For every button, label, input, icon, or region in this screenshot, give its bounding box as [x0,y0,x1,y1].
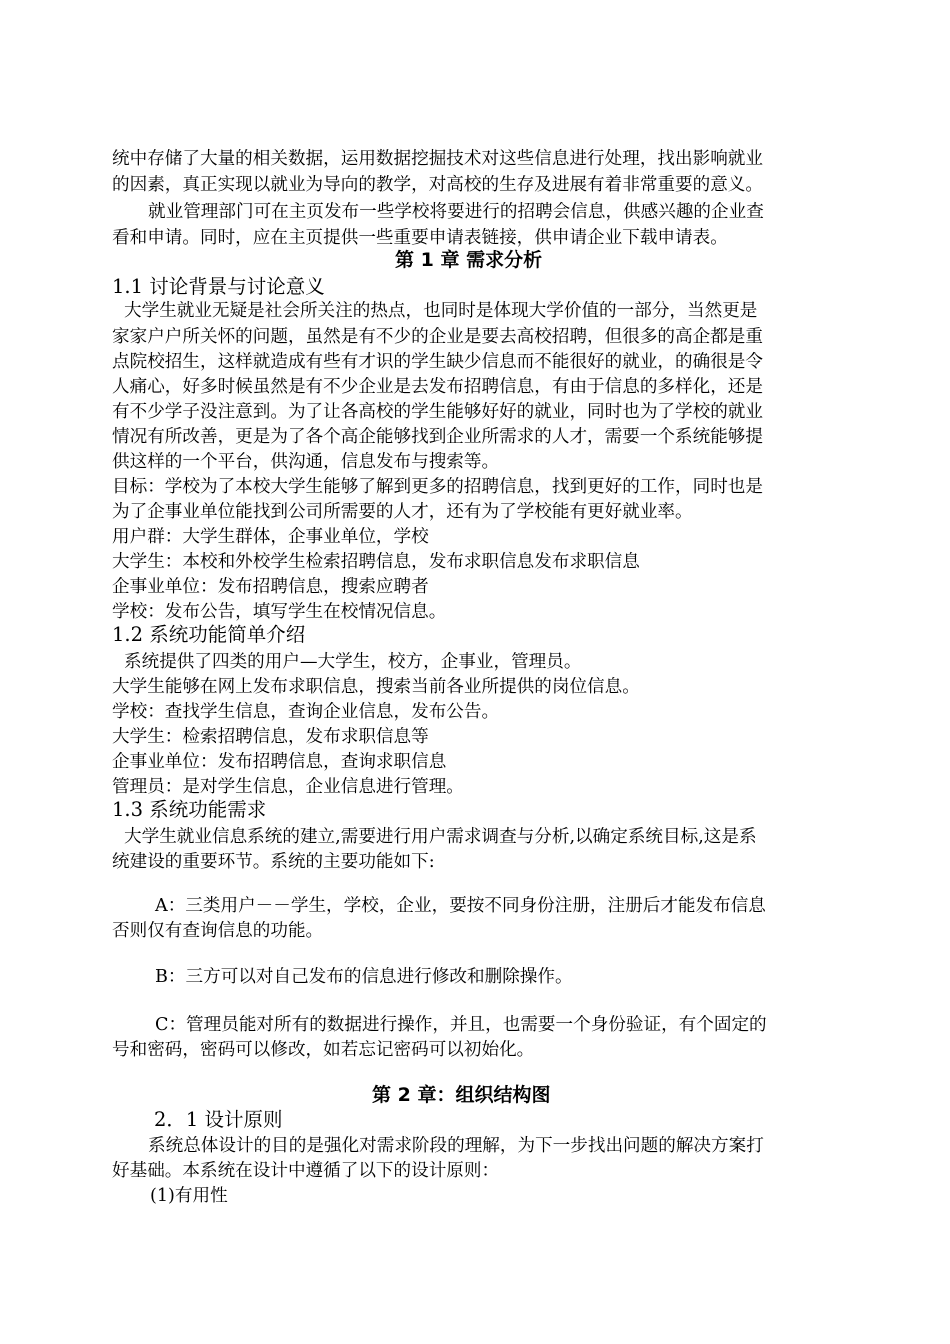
paragraph-line: 为了企事业单位能找到公司所需要的人才，还有为了学校能有更好就业率。 [112,502,693,522]
section-heading: 1.1 讨论背景与讨论意义 [112,275,325,298]
paragraph-line: 大学生：本校和外校学生检索招聘信息，发布求职信息发布求职信息 [112,552,640,572]
paragraph-line: 企事业单位：发布招聘信息，查询求职信息 [112,752,447,772]
section-heading: 1.3 系统功能需求 [112,798,267,821]
paragraph-line: 点院校招生，这样就造成有些有才识的学生缺少信息而不能很好的就业，的确很是令 [112,352,763,372]
paragraph-line: 人痛心，好多时候虽然是有不少企业是去发布招聘信息，有由于信息的多样化，还是 [112,377,763,397]
paragraph-line: 好基础。本系统在设计中遵循了以下的设计原则： [112,1161,500,1181]
chapter1-title: 第 1 章 需求分析 [395,249,543,271]
paragraph-line: 大学生能够在网上发布求职信息，搜索当前各业所提供的岗位信息。 [112,677,640,697]
paragraph-line: 学校：发布公告，填写学生在校情况信息。 [112,602,447,622]
paragraph-line: 统建设的重要环节。系统的主要功能如下: [112,852,435,872]
paragraph-line: 大学生：检索招聘信息，发布求职信息等 [112,727,429,747]
paragraph-line: A：三类用户－－学生，学校，企业，要按不同身份注册，注册后才能发布信息 [155,896,766,916]
paragraph-line: 否则仅有查询信息的功能。 [112,921,324,941]
section-heading: 1.2 系统功能简单介绍 [112,623,306,646]
paragraph-line: 家家户户所关怀的问题，虽然是有不少的企业是要去高校招聘，但很多的高企都是重 [112,327,763,347]
list-item: (1)有用性 [150,1186,228,1206]
paragraph-line: 系统总体设计的目的是强化对需求阶段的理解，为下一步找出问题的解决方案打 [148,1136,764,1156]
paragraph-line: 大学生就业无疑是社会所关注的热点，也同时是体现大学价值的一部分，当然更是 [124,301,758,321]
paragraph-line: B：三方可以对自己发布的信息进行修改和删除操作。 [155,967,573,987]
intro-line: 看和申请。同时，应在主页提供一些重要申请表链接，供申请企业下载申请表。 [112,228,728,248]
paragraph-line: 有不少学子没注意到。为了让各高校的学生能够好好的就业，同时也为了学校的就业 [112,402,763,422]
intro-line: 的因素，真正实现以就业为导向的教学，对高校的生存及进展有着非常重要的意义。 [112,175,763,195]
paragraph-line: 系统提供了四类的用户—大学生，校方，企事业，管理员。 [124,652,582,672]
paragraph-line: 供这样的一个平台，供沟通，信息发布与搜索等。 [112,452,500,472]
intro-line: 统中存储了大量的相关数据，运用数据挖掘技术对这些信息进行处理，找出影响就业 [112,149,763,169]
chapter2-title: 第 2 章：组织结构图 [372,1084,551,1106]
paragraph-line: 管理员：是对学生信息，企业信息进行管理。 [112,777,464,797]
paragraph-line: 学校：查找学生信息，查询企业信息，发布公告。 [112,702,500,722]
paragraph-line: 企事业单位：发布招聘信息，搜索应聘者 [112,577,429,597]
paragraph-line: 号和密码，密码可以修改，如若忘记密码可以初始化。 [112,1040,535,1060]
paragraph-line: C：管理员能对所有的数据进行操作，并且，也需要一个身份验证，有个固定的 [155,1015,767,1035]
paragraph-line: 大学生就业信息系统的建立,需要进行用户需求调查与分析,以确定系统目标,这是系 [124,827,757,847]
section-heading: 2．1 设计原则 [154,1108,283,1131]
paragraph-line: 情况有所改善，更是为了各个高企能够找到企业所需求的人才，需要一个系统能够提 [112,427,763,447]
intro-line: 就业管理部门可在主页发布一些学校将要进行的招聘会信息，供感兴趣的企业查 [148,202,764,222]
paragraph-line: 用户群：大学生群体，企事业单位，学校 [112,527,429,547]
paragraph-line: 目标：学校为了本校大学生能够了解到更多的招聘信息，找到更好的工作，同时也是 [112,477,763,497]
